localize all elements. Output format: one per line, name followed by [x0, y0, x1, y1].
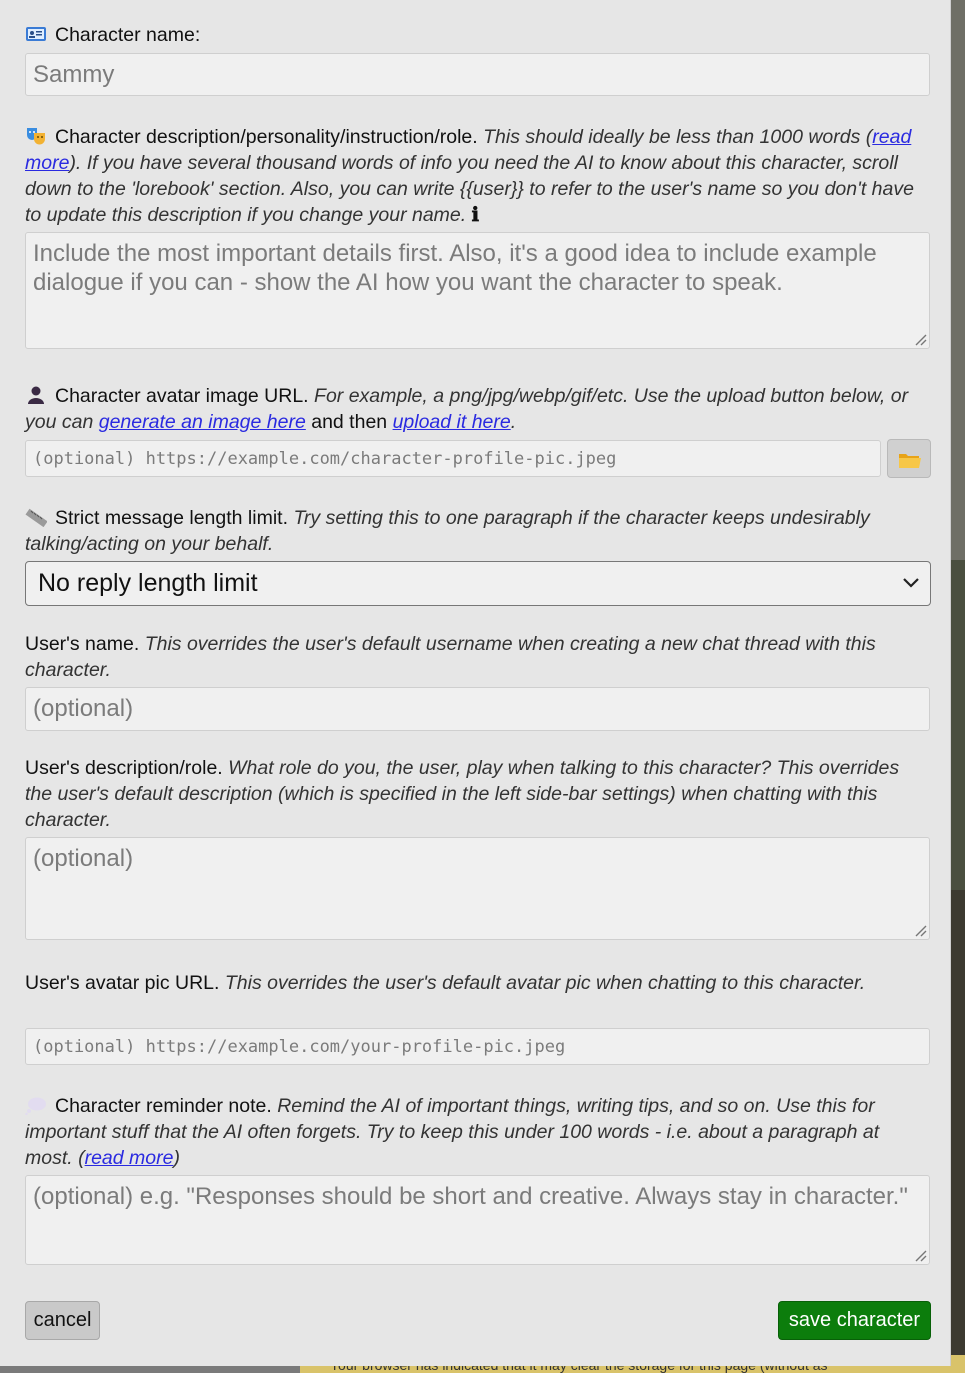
cancel-button[interactable]: cancel: [25, 1301, 100, 1340]
length-limit-label-row: [25, 505, 930, 557]
theater-masks-icon: [25, 126, 47, 146]
user-avatar-url-input[interactable]: [25, 1028, 930, 1065]
chevron-down-icon: [902, 576, 920, 590]
char-name-label: Character name:: [55, 24, 201, 46]
user-avatar-hint: This overrides the user's default avatar pic when chatting to this character.: [224, 972, 866, 994]
char-name-label-row: [25, 22, 930, 48]
reminder-textarea[interactable]: [25, 1175, 930, 1265]
user-desc-label: User's description/role.: [25, 757, 223, 779]
user-avatar-placeholder: (optional) https://example.com/your-profile-pic.jpeg: [33, 1037, 566, 1057]
user-desc-label-row: [25, 755, 930, 833]
background-panel: [950, 560, 965, 890]
char-name-input[interactable]: [25, 53, 930, 96]
upload-avatar-button[interactable]: [887, 439, 931, 478]
save-character-button[interactable]: save character: [778, 1301, 931, 1340]
user-avatar-label: User's avatar pic URL.: [25, 972, 220, 994]
char-desc-hint-1: This should ideally be less than 1000 words (: [483, 126, 873, 148]
avatar-label-row: [25, 383, 930, 435]
reminder-label-row: [25, 1093, 930, 1171]
char-name-placeholder: Sammy: [33, 61, 115, 88]
folder-icon: [898, 450, 922, 470]
reply-length-select[interactable]: [25, 561, 931, 606]
reminder-label: Character reminder note.: [55, 1095, 272, 1117]
char-desc-label-row: [25, 124, 930, 228]
user-name-label: User's name.: [25, 633, 140, 655]
reminder-placeholder: (optional) e.g. "Responses should be short and creative. Always stay in character.": [33, 1183, 908, 1210]
avatar-label: Character avatar image URL.: [55, 385, 309, 407]
background-page: [950, 0, 965, 1373]
ruler-icon: [25, 507, 47, 527]
user-silhouette-icon: [25, 385, 47, 405]
reminder-hint: Remind the AI of important things, writing tips, and so on. Use this for important stuff that the AI often forgets. Try to keep this under 100 words - i.e. about a paragraph at most. (: [25, 1095, 880, 1169]
avatar-url-input[interactable]: [25, 440, 881, 477]
char-desc-hint-2: ). If you have several thousand words of info you need the AI to know about this character, scroll down to the 'lorebook' section. Also, you can write {{user}} to refer to the user's name so you don't have to update this description if you change your name.: [25, 152, 914, 226]
avatar-url-placeholder: (optional) https://example.com/character-profile-pic.jpeg: [33, 449, 617, 469]
resize-grip-icon[interactable]: [913, 332, 927, 346]
generate-image-link[interactable]: generate an image here: [98, 411, 306, 433]
reminder-hint-end: ): [173, 1147, 180, 1169]
resize-grip-icon[interactable]: [913, 1248, 927, 1262]
user-desc-textarea[interactable]: [25, 837, 930, 940]
user-desc-hint: What role do you, the user, play when talking to this character? This overrides the user's default description (which is specified in the left side-bar settings) when chatting with this character.: [25, 757, 900, 831]
resize-grip-icon[interactable]: [913, 923, 927, 937]
user-name-input[interactable]: [25, 687, 930, 731]
thought-bubble-icon: [25, 1095, 47, 1115]
char-desc-label: Character description/personality/instruction/role.: [55, 126, 478, 148]
char-desc-textarea[interactable]: [25, 232, 930, 349]
user-desc-placeholder: (optional): [33, 845, 134, 872]
user-name-label-row: [25, 631, 930, 683]
user-name-placeholder: (optional): [33, 695, 134, 722]
avatar-hint-3: .: [510, 411, 517, 433]
length-limit-label: Strict message length limit.: [55, 507, 289, 529]
background-panel: [950, 0, 965, 560]
char-desc-placeholder: Include the most important details first. Also, it's a good idea to include example dialogue if you can - show the AI how you want the character to speak.: [33, 240, 877, 296]
length-limit-hint: Try setting this to one paragraph if the character keeps undesirably talking/acting on your behalf.: [25, 507, 870, 555]
avatar-hint-1: For example, a png/jpg/webp/gif/etc. Use the upload button below, or you can: [25, 385, 909, 433]
id-card-icon: [25, 24, 47, 44]
avatar-hint-2: and then: [311, 411, 388, 433]
info-icon[interactable]: ℹ: [471, 204, 480, 226]
reminder-read-more-link[interactable]: read more: [84, 1147, 174, 1169]
user-name-hint: This overrides the user's default username when creating a new chat thread with this character.: [25, 633, 876, 681]
background-panel: [950, 890, 965, 1373]
user-avatar-label-row: [25, 970, 930, 996]
char-desc-read-more-link[interactable]: read more: [25, 126, 912, 174]
upload-image-link[interactable]: upload it here: [392, 411, 511, 433]
reply-length-selected: No reply length limit: [38, 569, 258, 597]
